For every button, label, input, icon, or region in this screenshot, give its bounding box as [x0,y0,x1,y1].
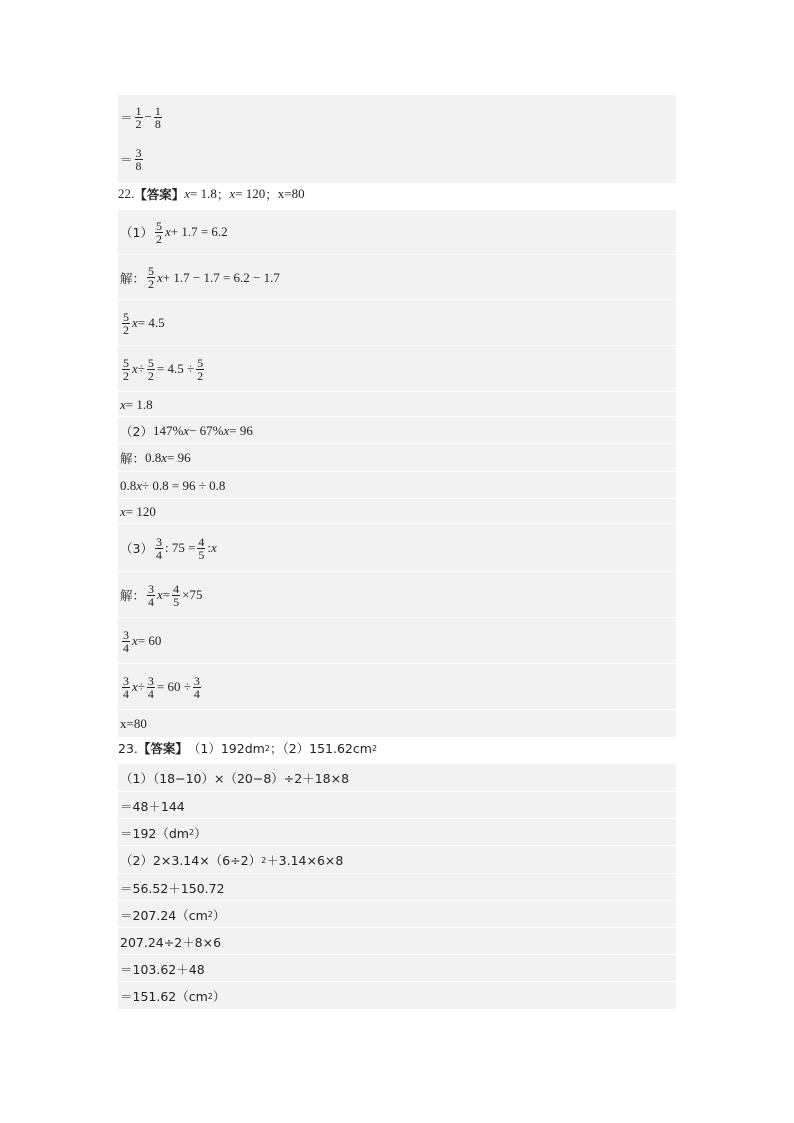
q22-step-11: x=80 [118,709,676,738]
question-number: 22. [118,186,135,201]
fraction: $\frac{4}{5}$ [173,581,180,609]
q23-solution-block [118,764,676,1009]
question-number: 23. [118,740,138,756]
fraction: $\frac{3}{8}$ [135,145,142,173]
q23-line-4: ＝56.52＋150.72 [118,873,676,901]
q23-answer-header: 23. 【答案】 （1）192dm 2 ；（2）151.62cm 2 [118,740,378,756]
q21-line-2: ＝ $\frac{3}{8}$ [120,145,142,173]
q22-step-8: 解： $\frac{3}{4}$ x = $\frac{4}{5}$ ×75 [118,571,676,618]
q22-part3-equation: （3） $\frac{3}{4}$ : 75 = $\frac{4}{5}$ : x [118,523,676,572]
fraction: $\frac{5}{2}$ [148,264,155,291]
q23-line-7: ＝103.62＋48 [118,954,676,982]
answer-tag: 【答案】 [137,741,188,756]
fraction: $\frac{3}{4}$ [123,673,129,701]
fraction: $\frac{5}{2}$ [123,355,129,383]
fraction: $\frac{5}{2}$ [155,218,162,246]
fraction: $\frac{5}{2}$ [123,309,129,337]
q22-answer-header: 22. 【答案】 x = 1.8 ； x = 120 ； x=80 [118,186,305,202]
q23-line-5: ＝207.24（cm 2 ） [118,900,676,928]
q23-line-8: ＝151.62（cm 2 ） [118,981,676,1010]
fraction: $\frac{4}{5}$ [198,534,205,562]
q22-solution-block [118,210,676,737]
q23-line-3: （2）2×3.14×（6÷2） 2 ＋3.14×6×8 [118,845,676,874]
q22-part1-equation: （1） $\frac{5}{2}$ x + 1.7 = 6.2 [120,218,228,246]
fraction: $\frac{1}{8}$ [154,103,161,131]
q22-step-3: $\frac{5}{2}$ x ÷ $\frac{5}{2}$ = 4.5 ÷ $\frac{5}{2}$ [118,345,676,392]
q23-line-1: ＝48＋144 [118,791,676,819]
q22-step-7: x = 120 [118,498,676,524]
q23-line-6: 207.24÷2＋8×6 [118,927,676,955]
fraction: $\frac{3}{4}$ [148,581,155,609]
q22-step-2: $\frac{5}{2}$ x = 4.5 [118,299,676,346]
fraction: $\frac{1}{2}$ [135,103,142,131]
fraction: $\frac{3}{4}$ [123,627,129,655]
q23-line-0: （1）（18−10）×（20−8）÷2＋18×8 [120,770,350,786]
q21-continuation-block [118,95,676,183]
q23-line-2: ＝192（dm 2 ） [118,818,676,846]
q21-line-1: ＝ $\frac{1}{2}$ − $\frac{1}{8}$ [120,103,161,131]
q22-step-6: 0.8 x ÷ 0.8 = 96 ÷ 0.8 [118,471,676,499]
q22-step-5: 解： 0.8 x = 96 [118,443,676,472]
fraction: $\frac{3}{4}$ [193,673,200,701]
q22-step-1: 解： $\frac{5}{2}$ x + 1.7 − 1.7 = 6.2 − 1.7 [118,254,676,300]
answer-tag: 【答案】 [134,187,185,202]
q22-step-9: $\frac{3}{4}$ x = 60 [118,617,676,664]
fraction: $\frac{5}{2}$ [147,355,154,383]
fraction: $\frac{5}{2}$ [197,355,204,383]
fraction: $\frac{3}{4}$ [147,673,154,701]
q22-step-4: x = 1.8 [118,391,676,417]
q22-step-10: $\frac{3}{4}$ x ÷ $\frac{3}{4}$ = 60 ÷ $\frac{3}{4}$ [118,663,676,710]
q22-part2-equation: （2） 147% x − 67% x = 96 [118,416,676,444]
fraction: $\frac{3}{4}$ [155,534,162,562]
